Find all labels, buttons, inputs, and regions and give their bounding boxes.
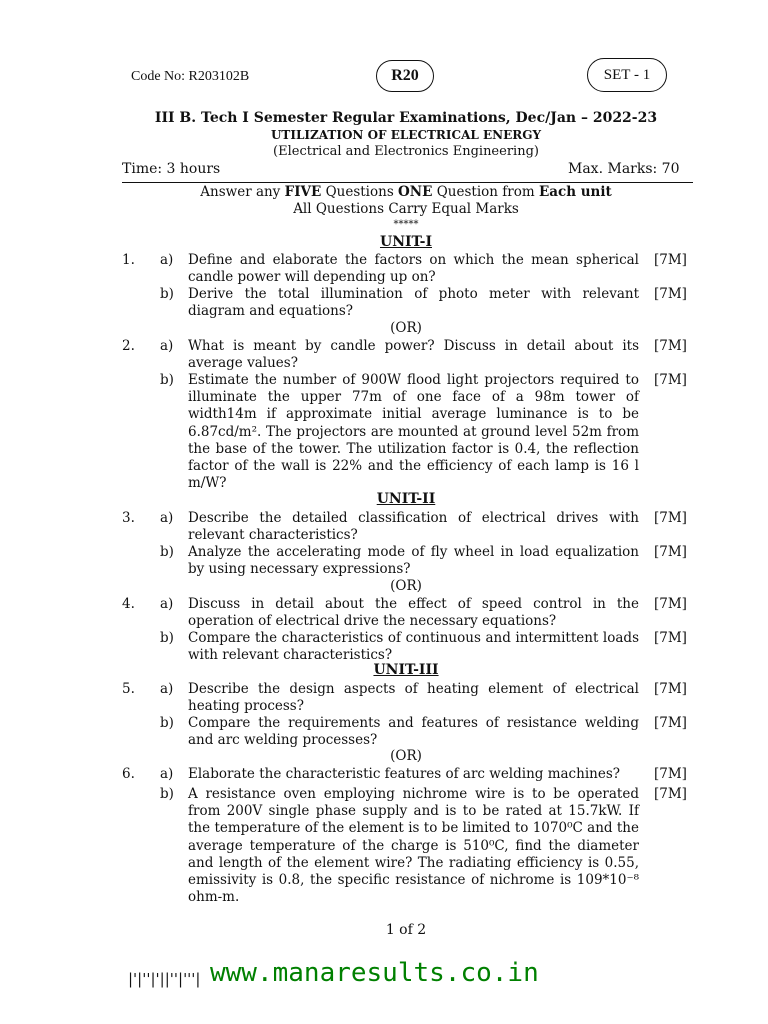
part-label: a) xyxy=(160,252,174,268)
exam-title: III B. Tech I Semester Regular Examinations, Dec/Jan – 2022-23 xyxy=(154,110,658,126)
question-text: Define and elaborate the factors on which the mean spherical candle power will depending up on? xyxy=(188,252,639,286)
question-number: 4. xyxy=(122,596,135,612)
barcode-glyph: |'|''|'||''|'''| xyxy=(128,970,201,988)
unit-heading: UNIT-II xyxy=(376,491,436,507)
page-number: 1 of 2 xyxy=(385,922,427,938)
branch-title: (Electrical and Electronics Engineering) xyxy=(273,144,539,159)
unit-heading: UNIT-I xyxy=(379,234,432,250)
marks-label: [7M] xyxy=(654,544,687,560)
marks-label: [7M] xyxy=(654,630,687,646)
instruction-line-2: All Questions Carry Equal Marks xyxy=(293,201,519,217)
question-text: A resistance oven employing nichrome wire is to be operated from 200V single phase supply and is to be rated at 15.7kW. If the temperature of the element is to be limited to 1070⁰C and the average temperature of the charge is 510⁰C, find the diameter and length of the element wire? The radiating efficiency is 0.55, emissivity is 0.8, the specific resistance of nichrome is 109*10⁻⁸ ohm-m. xyxy=(188,786,639,906)
marks-label: [7M] xyxy=(654,596,687,612)
or-separator: (OR) xyxy=(390,578,422,594)
question-number: 2. xyxy=(122,338,135,354)
question-text: Estimate the number of 900W flood light projectors required to illuminate the upper 77m of one face of a 98m tower of width14m if approximate initial average luminance is to be 6.87cd/m². The projectors are mounted at ground level 52m from the base of the tower. The utilization factor is 0.4, the reflection factor of the wall is 22% and the efficiency of each lamp is 16 l m/W? xyxy=(188,372,639,492)
question-number: 1. xyxy=(122,252,135,268)
part-label: a) xyxy=(160,596,174,612)
part-label: a) xyxy=(160,681,174,697)
question-text: Derive the total illumination of photo meter with relevant diagram and equations? xyxy=(188,286,639,320)
unit-heading: UNIT-III xyxy=(373,662,439,678)
part-label: b) xyxy=(160,786,174,802)
question-text: Elaborate the characteristic features of arc welding machines? xyxy=(188,766,620,782)
question-text: What is meant by candle power? Discuss in detail about its average values? xyxy=(188,338,639,372)
stars-divider: ***** xyxy=(393,219,419,230)
or-separator: (OR) xyxy=(390,320,422,336)
time-label: Time: 3 hours xyxy=(122,161,221,177)
marks-label: [7M] xyxy=(654,372,687,388)
set-badge: SET - 1 xyxy=(587,58,667,92)
marks-label: [7M] xyxy=(654,766,687,782)
part-label: b) xyxy=(160,715,174,731)
question-text: Describe the detailed classification of electrical drives with relevant characteristics? xyxy=(188,510,639,544)
part-label: b) xyxy=(160,544,174,560)
marks-label: [7M] xyxy=(654,786,687,802)
part-label: b) xyxy=(160,630,174,646)
part-label: b) xyxy=(160,372,174,388)
part-label: a) xyxy=(160,338,174,354)
question-text: Compare the characteristics of continuous and intermittent loads with relevant characteristics? xyxy=(188,630,639,664)
marks-label: [7M] xyxy=(654,338,687,354)
regulation-badge: R20 xyxy=(376,60,434,92)
marks-label: [7M] xyxy=(654,510,687,526)
question-text: Compare the requirements and features of resistance welding and arc welding processes? xyxy=(188,715,639,749)
question-text: Discuss in detail about the effect of speed control in the operation of electrical drive the necessary equations? xyxy=(188,596,639,630)
instruction-line-1: Answer any FIVE Questions ONE Question from Each unit xyxy=(200,184,612,200)
question-number: 6. xyxy=(122,766,135,782)
header-divider xyxy=(122,182,693,183)
part-label: b) xyxy=(160,286,174,302)
marks-label: [7M] xyxy=(654,286,687,302)
question-text: Analyze the accelerating mode of fly wheel in load equalization by using necessary expressions? xyxy=(188,544,639,578)
part-label: a) xyxy=(160,510,174,526)
question-number: 3. xyxy=(122,510,135,526)
marks-label: [7M] xyxy=(654,252,687,268)
max-marks-label: Max. Marks: 70 xyxy=(568,161,680,177)
subject-title: UTILIZATION OF ELECTRICAL ENERGY xyxy=(270,128,542,142)
marks-label: [7M] xyxy=(654,681,687,697)
marks-label: [7M] xyxy=(654,715,687,731)
website-watermark: www.manaresults.co.in xyxy=(210,958,539,988)
question-text: Describe the design aspects of heating element of electrical heating process? xyxy=(188,681,639,715)
question-number: 5. xyxy=(122,681,135,697)
code-number: Code No: R203102B xyxy=(131,69,250,84)
or-separator: (OR) xyxy=(390,748,422,764)
part-label: a) xyxy=(160,766,174,782)
